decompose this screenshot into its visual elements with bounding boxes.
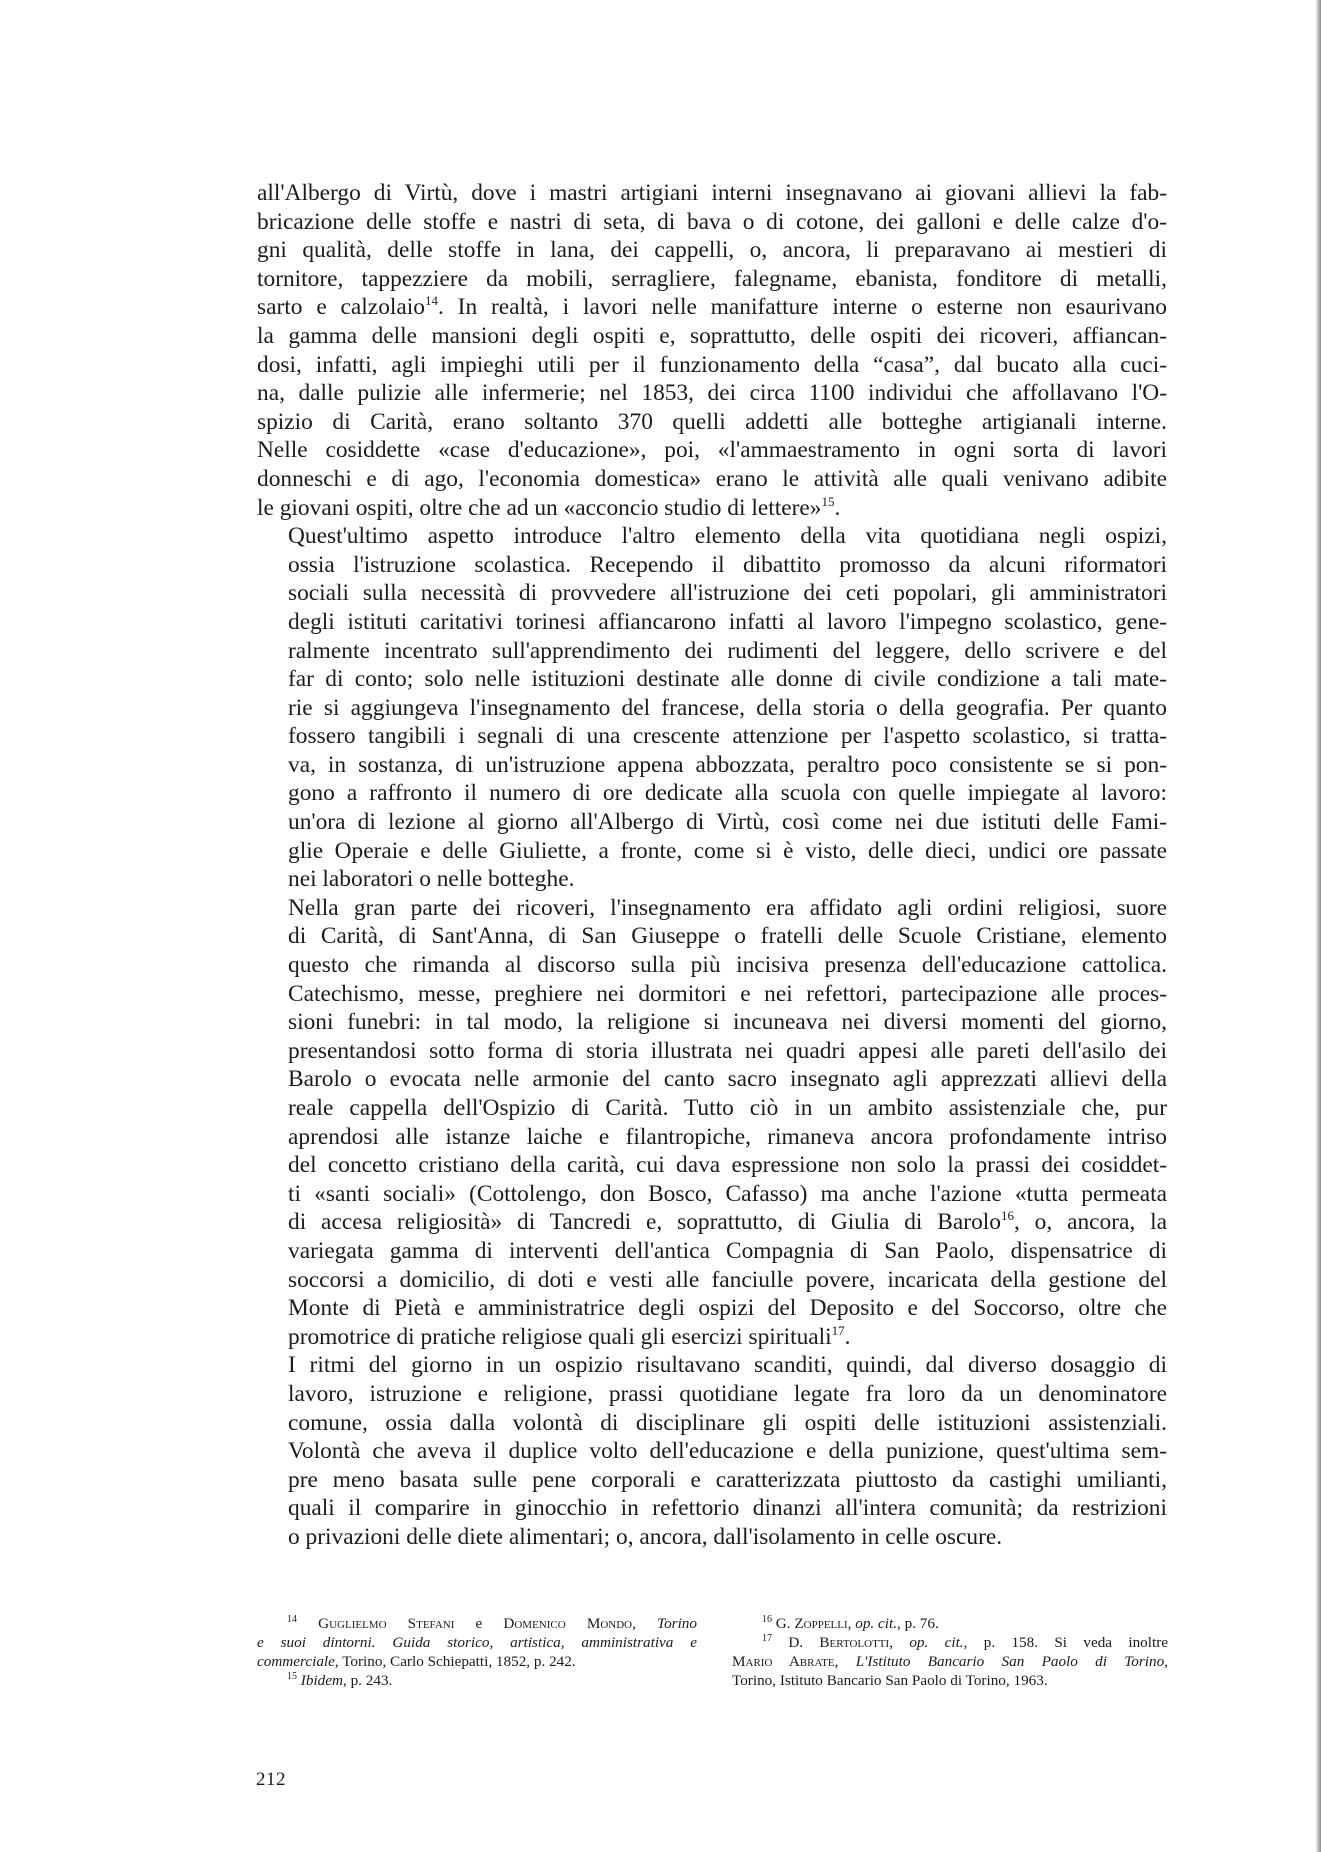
text-line: gni qualità, delle stoffe in lana, dei cappelli, o, ancora, li preparavano ai mestieri di (257, 237, 1167, 264)
text-segment: sarto e calzolaio (257, 294, 425, 321)
text-line: spizio di Carità, erano soltanto 370 quelli addetti alle botteghe artigianali interne. (257, 408, 1167, 435)
footnote-number: 17 (762, 1633, 772, 1644)
page-edge-shadow (1316, 0, 1321, 1852)
paragraph-2 (257, 522, 1167, 894)
footnote-title: op. cit. (909, 1634, 964, 1651)
paragraph-4 (257, 1351, 1167, 1551)
text-line: donneschi e di ago, l'economia domestica» erano le attività alle quali venivano adibite (257, 465, 1167, 492)
text-line: di Carità, di Sant'Anna, di San Giuseppe o fratelli delle Scuole Cristiane, elemento (288, 923, 1167, 950)
text-line: rie si aggiungeva l'insegnamento del francese, della storia o della geografia. Per quanto (288, 694, 1167, 721)
text-line: lavoro, istruzione e religione, prassi quotidiane legate fra loro da un denominatore (288, 1380, 1167, 1407)
footnote-line (732, 1652, 1168, 1671)
footnote-text: , p. 158. Si veda inoltre (963, 1634, 1168, 1651)
footnote-author: Mario Abrate (732, 1653, 835, 1670)
text-line: quali il comparire in ginocchio in refettorio dinanzi all'intera comunità; da restrizioni (288, 1495, 1167, 1522)
text-segment: . In realtà, i lavori nelle manifatture interne o esterne non esaurivano (437, 294, 1167, 321)
text-line: reale cappella dell'Ospizio di Carità. Tutto ciò in un ambito assistenziale che, pur (288, 1095, 1167, 1121)
footnote-title: op. cit. (855, 1615, 897, 1632)
text-segment: . (844, 1323, 851, 1350)
footnote-text: , p. 243. (342, 1672, 393, 1689)
text-line: tornitore, tappezziere da mobili, serragliere, falegname, ebanista, fonditore di metalli, (257, 265, 1167, 292)
text-line: soccorsi a domicilio, di doti e vesti alle fanciulle povere, incaricata della gestione del (288, 1266, 1167, 1293)
footnote-author: G. Zoppelli (775, 1615, 848, 1632)
text-line: Barolo o evocata nelle armonie del canto sacro insegnato agli apprezzati allievi della (288, 1066, 1167, 1093)
text-line: glie Operaie e delle Giuliette, a fronte, come si è visto, delle dieci, undici ore passate (288, 837, 1167, 864)
text-line: I ritmi del giorno in un ospizio risultavano scanditi, quindi, dal diverso dosaggio di (288, 1352, 1167, 1379)
text-segment: , o, ancora, la (1013, 1209, 1167, 1236)
text-line: ti «santi sociali» (Cottolengo, don Bosco, Cafasso) ma anche l'azione «tutta permeata (288, 1180, 1167, 1207)
footnote-title: e suoi dintorni. Guida storico, artistica, amministrativa e (257, 1634, 697, 1651)
footnote-text: , Torino, Carlo Schiepatti, 1852, p. 242. (334, 1653, 576, 1670)
footnote-line (257, 1652, 697, 1671)
footnote-17 (732, 1633, 1168, 1690)
footnote-author: D. Bertolotti (788, 1634, 890, 1651)
text-line: dosi, infatti, agli impieghi utili per il funzionamento della “casa”, dal bucato alla cuci- (257, 351, 1167, 378)
footnote-text: , (847, 1615, 856, 1632)
footnote-ref-17: 17 (831, 1322, 845, 1338)
footnote-ref-14: 14 (424, 293, 438, 309)
footnote-text: , (1164, 1653, 1168, 1670)
text-line: fossero tangibili i segnali di una crescente attenzione per l'aspetto scolastico, si tratta- (288, 723, 1167, 750)
footnote-title: commerciale (257, 1653, 335, 1670)
text-line: nei laboratori o nelle botteghe. (288, 866, 575, 893)
footnote-number: 15 (287, 1671, 297, 1682)
footnote-number: 16 (762, 1614, 772, 1625)
text-segment: promotrice di pratiche religiose quali gli esercizi spirituali (288, 1323, 832, 1350)
footnote-14 (257, 1614, 697, 1671)
text-line: aprendosi alle istanze laiche e filantropiche, rimaneva ancora profondamente intriso (288, 1123, 1167, 1150)
footnote-text: , p. 76. (897, 1615, 939, 1632)
footnote-author: Guglielmo Stefani (318, 1615, 455, 1632)
text-line (257, 1208, 1167, 1237)
footnote-ref-16: 16 (1000, 1208, 1014, 1224)
footnote-text: , (834, 1653, 856, 1670)
text-line: ralmente incentrato sull'apprendimento dei rudimenti del leggere, dello scrivere e del (288, 637, 1167, 664)
footnote-text: , (632, 1615, 658, 1632)
footnote-title: Torino (657, 1615, 697, 1632)
footnote-number: 14 (287, 1614, 297, 1625)
text-line: sociali sulla necessità di provvedere all'istruzione dei ceti popolari, gli amministratori (288, 580, 1167, 607)
footnotes-right-column (732, 1614, 1168, 1690)
text-line: na, dalle pulizie alle infermerie; nel 1853, dei circa 1100 individui che affollavano l'O- (257, 380, 1167, 407)
footnote-author: Domenico Mondo (503, 1615, 633, 1632)
page-number: 212 (256, 1769, 286, 1790)
text-segment: di accesa religiosità» di Tancredi e, soprattutto, di Giulia di Barolo (288, 1209, 1001, 1236)
text-line: questo che rimanda al discorso sulla più incisiva presenza dell'educazione cattolica. (288, 952, 1167, 979)
footnote-title: L'Istituto Bancario San Paolo di Torino (855, 1653, 1165, 1670)
footnote-line (257, 1671, 697, 1690)
footnote-16 (732, 1614, 1168, 1633)
text-line (257, 293, 1167, 322)
footnote-15 (257, 1671, 697, 1690)
text-line: all'Albergo di Virtù, dove i mastri artigiani interni insegnavano ai giovani allievi la fab- (257, 180, 1167, 206)
text-line: del concetto cristiano della carità, cui dava espressione non solo la prassi dei cosiddet- (288, 1152, 1167, 1179)
text-line: presentandosi sotto forma di storia illustrata nei quadri appesi alle pareti dell'asilo dei (288, 1037, 1167, 1064)
text-line: o privazioni delle diete alimentari; o, ancora, dall'isolamento in celle oscure. (288, 1523, 1003, 1550)
text-line (257, 1323, 1167, 1352)
text-line: pre meno basata sulle pene corporali e caratterizzata piuttosto da castighi umilianti, (288, 1466, 1167, 1493)
text-line: va, in sostanza, di un'istruzione appena abbozzata, peraltro poco consistente se si pon- (288, 751, 1167, 778)
footnote-line: Torino, Istituto Bancario San Paolo di Torino, 1963. (732, 1672, 1048, 1689)
text-line: variegata gamma di interventi dell'antica Compagnia di San Paolo, dispensatrice di (288, 1237, 1167, 1264)
text-line: comune, ossia dalla volontà di disciplinare gli ospiti delle istituzioni assistenziali. (288, 1409, 1167, 1436)
footnote-ref-15: 15 (821, 493, 835, 509)
text-line (257, 494, 1167, 523)
text-line: bricazione delle stoffe e nastri di seta, di bava o di cotone, dei galloni e delle calze d'o- (257, 208, 1167, 235)
text-line: Nelle cosiddette «case d'educazione», poi, «l'ammaestramento in ogni sorta di lavori (257, 437, 1167, 464)
footnote-text: , (889, 1634, 910, 1651)
footnote-line (732, 1633, 1168, 1652)
text-line: Nella gran parte dei ricoveri, l'insegnamento era affidato agli ordini religiosi, suore (288, 894, 1167, 921)
footnote-line (257, 1633, 697, 1652)
text-line: Monte di Pietà e amministratrice degli ospizi del Deposito e del Soccorso, oltre che (288, 1295, 1167, 1322)
text-line: sioni funebri: in tal modo, la religione si incuneava nei diversi momenti del giorno, (288, 1009, 1167, 1036)
text-line: ossia l'istruzione scolastica. Recependo il dibattito promosso da alcuni riformatori (288, 551, 1167, 578)
footnote-title: Ibidem (300, 1672, 343, 1689)
footnote-text: e (454, 1615, 504, 1632)
footnote-line (732, 1614, 1168, 1633)
text-line: gono a raffronto il numero di ore dedicate alla scuola con quelle impiegate al lavoro: (288, 780, 1167, 807)
paragraph-3 (257, 894, 1167, 1352)
text-segment: . (834, 494, 841, 521)
text-line: far di conto; solo nelle istituzioni destinate alle donne di civile condizione a tali mate- (288, 666, 1167, 693)
text-line: Quest'ultimo aspetto introduce l'altro elemento della vita quotidiana negli ospizi, (288, 523, 1167, 550)
footnotes-left-column (257, 1614, 697, 1690)
footnote-line (257, 1614, 697, 1633)
text-line: Catechismo, messe, preghiere nei dormitori e nei refettori, partecipazione alle proces- (288, 980, 1167, 1007)
text-line: la gamma delle mansioni degli ospiti e, soprattutto, delle ospiti dei ricoveri, affiancan- (257, 322, 1167, 349)
main-text (257, 179, 1167, 1552)
text-segment: le giovani ospiti, oltre che ad un «acconcio studio di lettere» (257, 494, 822, 521)
text-line: degli istituti caritativi torinesi affiancarono infatti al lavoro l'impegno scolastico, gene- (288, 608, 1167, 635)
paragraph-1 (257, 179, 1167, 522)
text-line: un'ora di lezione al giorno all'Albergo di Virtù, così come nei due istituti delle Fami- (288, 809, 1167, 836)
text-line: Volontà che aveva il duplice volto dell'educazione e della punizione, quest'ultima sem- (288, 1438, 1167, 1465)
